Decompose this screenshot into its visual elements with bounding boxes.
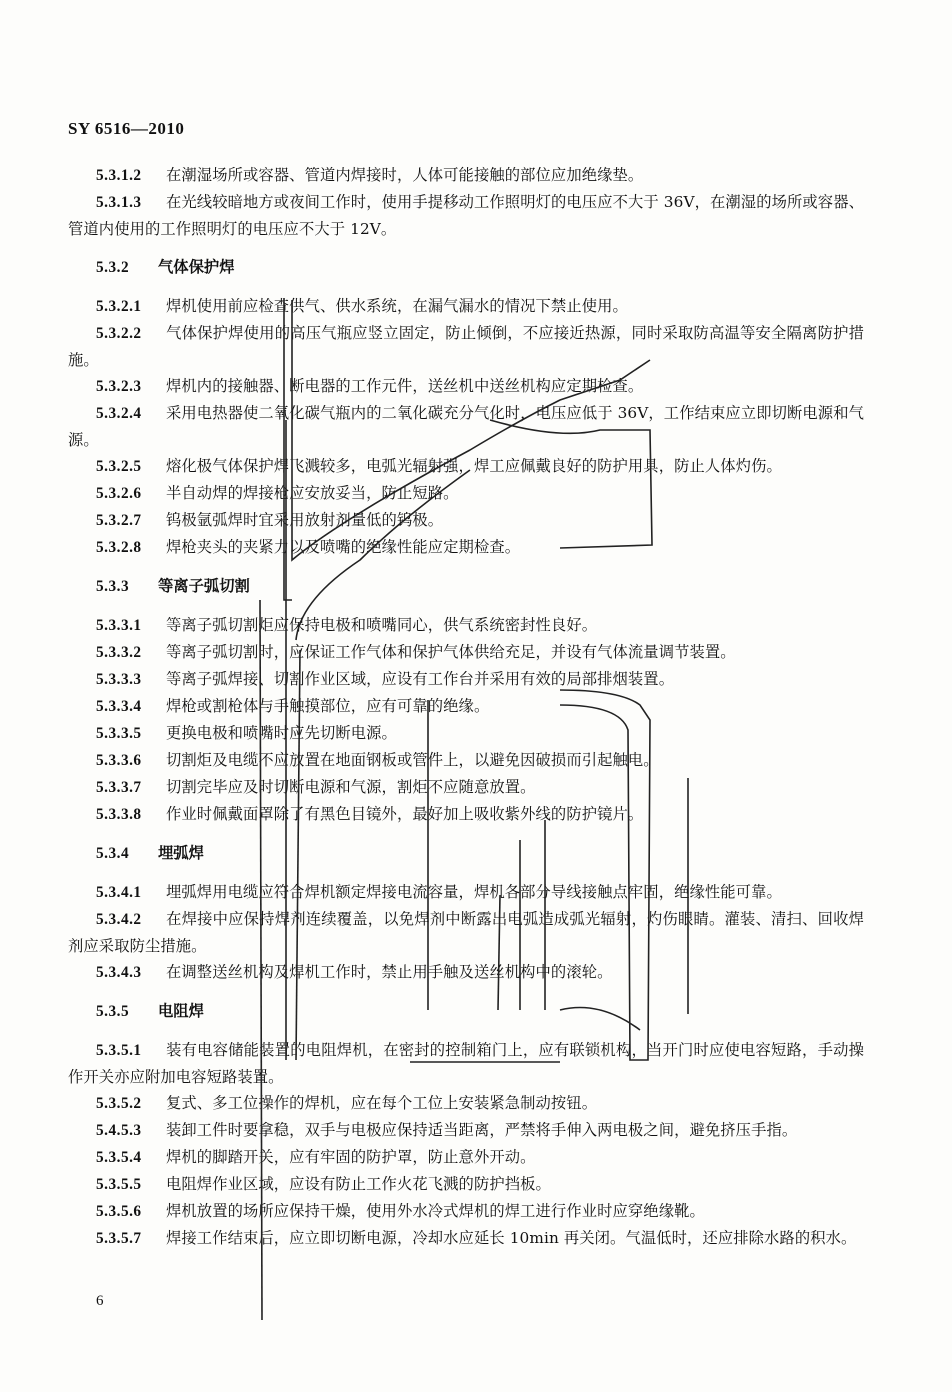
clause-text: 焊机内的接触器、断电器的工作元件，送丝机中送丝机构应定期检查。 [166,377,644,395]
clause-text: 焊机放置的场所应保持干燥，使用外水冷式焊机的焊工进行作业时应穿绝缘靴。 [166,1202,705,1220]
clause-text: 钨极氩弧焊时宜采用放射剂量低的钨极。 [166,511,444,529]
clause-number: 5.3.3.8 [96,806,142,823]
clause-paragraph [68,612,864,639]
clause-text: 焊接工作结束后，应立即切断电源，冷却水应延长 10min 再关闭。气温低时，还应排除水路的积水。 [166,1229,857,1247]
clause-text: 切割完毕应及时切断电源和气源，割炬不应随意放置。 [166,778,536,796]
clause-text: 在调整送丝机构及焊机工作时，禁止用手触及送丝机构中的滚轮。 [166,963,613,981]
clause-number: 5.3.3.2 [96,644,142,661]
clause-number: 5.3.2.7 [96,512,142,529]
clause-number: 5.3.3.6 [96,752,142,769]
clause-paragraph [68,373,864,400]
document-header: SY 6516—2010 [68,119,185,138]
clause-paragraph [68,720,864,747]
clause-paragraph [68,1198,864,1225]
clause-text: 装有电容储能装置的电阻焊机，在密封的控制箱门上，应有联锁机构，当开门时应使电容短路，手动操作开关亦应附加电容短路装置。 [68,1041,864,1086]
clause-number: 5.3.3.1 [96,617,142,634]
clause-number: 5.3.4.2 [96,911,142,928]
clause-text: 电阻焊 [158,1002,204,1020]
clause-text: 气体保护焊使用的高压气瓶应竖立固定，防止倾倒，不应接近热源，同时采取防高温等安全隔离防护措施。 [68,324,864,369]
clause-number: 5.3.4.1 [96,884,142,901]
clause-number: 5.3.2.3 [96,378,142,395]
clause-text: 焊枪夹头的夹紧力以及喷嘴的绝缘性能应定期检查。 [166,538,521,556]
section-heading [68,998,864,1025]
clause-number: 5.3.2.8 [96,539,142,556]
clause-number: 5.3.5.2 [96,1095,142,1112]
clause-number: 5.3.3.3 [96,671,142,688]
clause-text: 焊机的脚踏开关，应有牢固的防护罩，防止意外开动。 [166,1148,536,1166]
clause-paragraph [68,507,864,534]
clause-number: 5.3.3 [96,578,130,595]
document-body [68,162,864,1252]
clause-number: 5.3.3.5 [96,725,142,742]
clause-paragraph [68,801,864,828]
clause-text: 焊枪或割枪体与手触摸部位，应有可靠的绝缘。 [166,697,490,715]
clause-text: 等离子弧切割炬应保持电极和喷嘴同心，供气系统密封性良好。 [166,616,598,634]
clause-number: 5.3.1.3 [96,194,142,211]
clause-text: 熔化极气体保护焊飞溅较多，电弧光辐射强，焊工应佩戴良好的防护用具，防止人体灼伤。 [166,457,782,475]
clause-number: 5.3.4 [96,845,130,862]
clause-paragraph [68,693,864,720]
clause-paragraph [68,1171,864,1198]
clause-number: 5.4.5.3 [96,1122,142,1139]
clause-number: 5.3.2.1 [96,298,142,315]
clause-number: 5.3.3.7 [96,779,142,796]
clause-paragraph [68,906,864,959]
section-heading [68,573,864,600]
clause-text: 半自动焊的焊接枪应安放妥当，防止短路。 [166,484,459,502]
clause-number: 5.3.5.4 [96,1149,142,1166]
clause-paragraph [68,534,864,561]
clause-number: 5.3.5.7 [96,1230,142,1247]
clause-number: 5.3.2.4 [96,405,142,422]
clause-text: 更换电极和喷嘴时应先切断电源。 [166,724,397,742]
clause-text: 切割炬及电缆不应放置在地面钢板或管件上，以避免因破损而引起触电。 [166,751,659,769]
clause-number: 5.3.1.2 [96,167,142,184]
clause-text: 焊机使用前应检查供气、供水系统，在漏气漏水的情况下禁止使用。 [166,297,628,315]
clause-number: 5.3.5.6 [96,1203,142,1220]
clause-text: 在光线较暗地方或夜间工作时，使用手提移动工作照明灯的电压应不大于 36V，在潮湿的场所或容器、管道内使用的工作照明灯的电压应不大于 12V。 [68,193,864,238]
clause-number: 5.3.5.1 [96,1042,142,1059]
clause-text: 等离子弧切割时，应保证工作气体和保护气体供给充足，并设有气体流量调节装置。 [166,643,736,661]
clause-text: 等离子弧焊接、切割作业区域，应设有工作台并采用有效的局部排烟装置。 [166,670,675,688]
section-heading [68,840,864,867]
clause-paragraph [68,1090,864,1117]
clause-paragraph [68,879,864,906]
clause-text: 电阻焊作业区域，应设有防止工作火花飞溅的防护挡板。 [166,1175,551,1193]
clause-paragraph [68,453,864,480]
clause-paragraph [68,1144,864,1171]
clause-text: 复式、多工位操作的焊机，应在每个工位上安装紧急制动按钮。 [166,1094,598,1112]
clause-number: 5.3.2.2 [96,325,142,342]
clause-paragraph [68,293,864,320]
clause-text: 采用电热器使二氧化碳气瓶内的二氧化碳充分气化时，电压应低于 36V，工作结束应立即切断电源和气源。 [68,404,864,449]
clause-text: 埋弧焊用电缆应符合焊机额定焊接电流容量，焊机各部分导线接触点牢固，绝缘性能可靠。 [166,883,782,901]
clause-text: 作业时佩戴面罩除了有黑色目镜外，最好加上吸收紫外线的防护镜片。 [166,805,644,823]
clause-paragraph [68,162,864,189]
clause-number: 5.3.4.3 [96,964,142,981]
clause-text: 埋弧焊 [158,844,204,862]
clause-paragraph [68,400,864,453]
clause-paragraph [68,747,864,774]
clause-text: 在潮湿场所或容器、管道内焊接时，人体可能接触的部位应加绝缘垫。 [166,166,644,184]
section-heading [68,254,864,281]
clause-text: 等离子弧切割 [158,577,250,595]
page-number: 6 [96,1293,104,1309]
clause-paragraph [68,189,864,242]
clause-paragraph [68,639,864,666]
clause-number: 5.3.2.5 [96,458,142,475]
clause-paragraph [68,959,864,986]
clause-paragraph [68,774,864,801]
clause-number: 5.3.5.5 [96,1176,142,1193]
clause-paragraph [68,480,864,507]
clause-paragraph [68,666,864,693]
clause-paragraph [68,1037,864,1090]
clause-text: 装卸工件时要拿稳，双手与电极应保持适当距离，严禁将手伸入两电极之间，避免挤压手指。 [166,1121,798,1139]
clause-paragraph [68,320,864,373]
clause-paragraph [68,1117,864,1144]
clause-number: 5.3.5 [96,1003,130,1020]
clause-number: 5.3.2 [96,259,130,276]
clause-number: 5.3.3.4 [96,698,142,715]
clause-number: 5.3.2.6 [96,485,142,502]
clause-text: 在焊接中应保持焊剂连续覆盖，以免焊剂中断露出电弧造成弧光辐射，灼伤眼睛。灌装、清扫、回收焊剂应采取防尘措施。 [68,910,864,955]
clause-text: 气体保护焊 [158,258,235,276]
clause-paragraph [68,1225,864,1252]
